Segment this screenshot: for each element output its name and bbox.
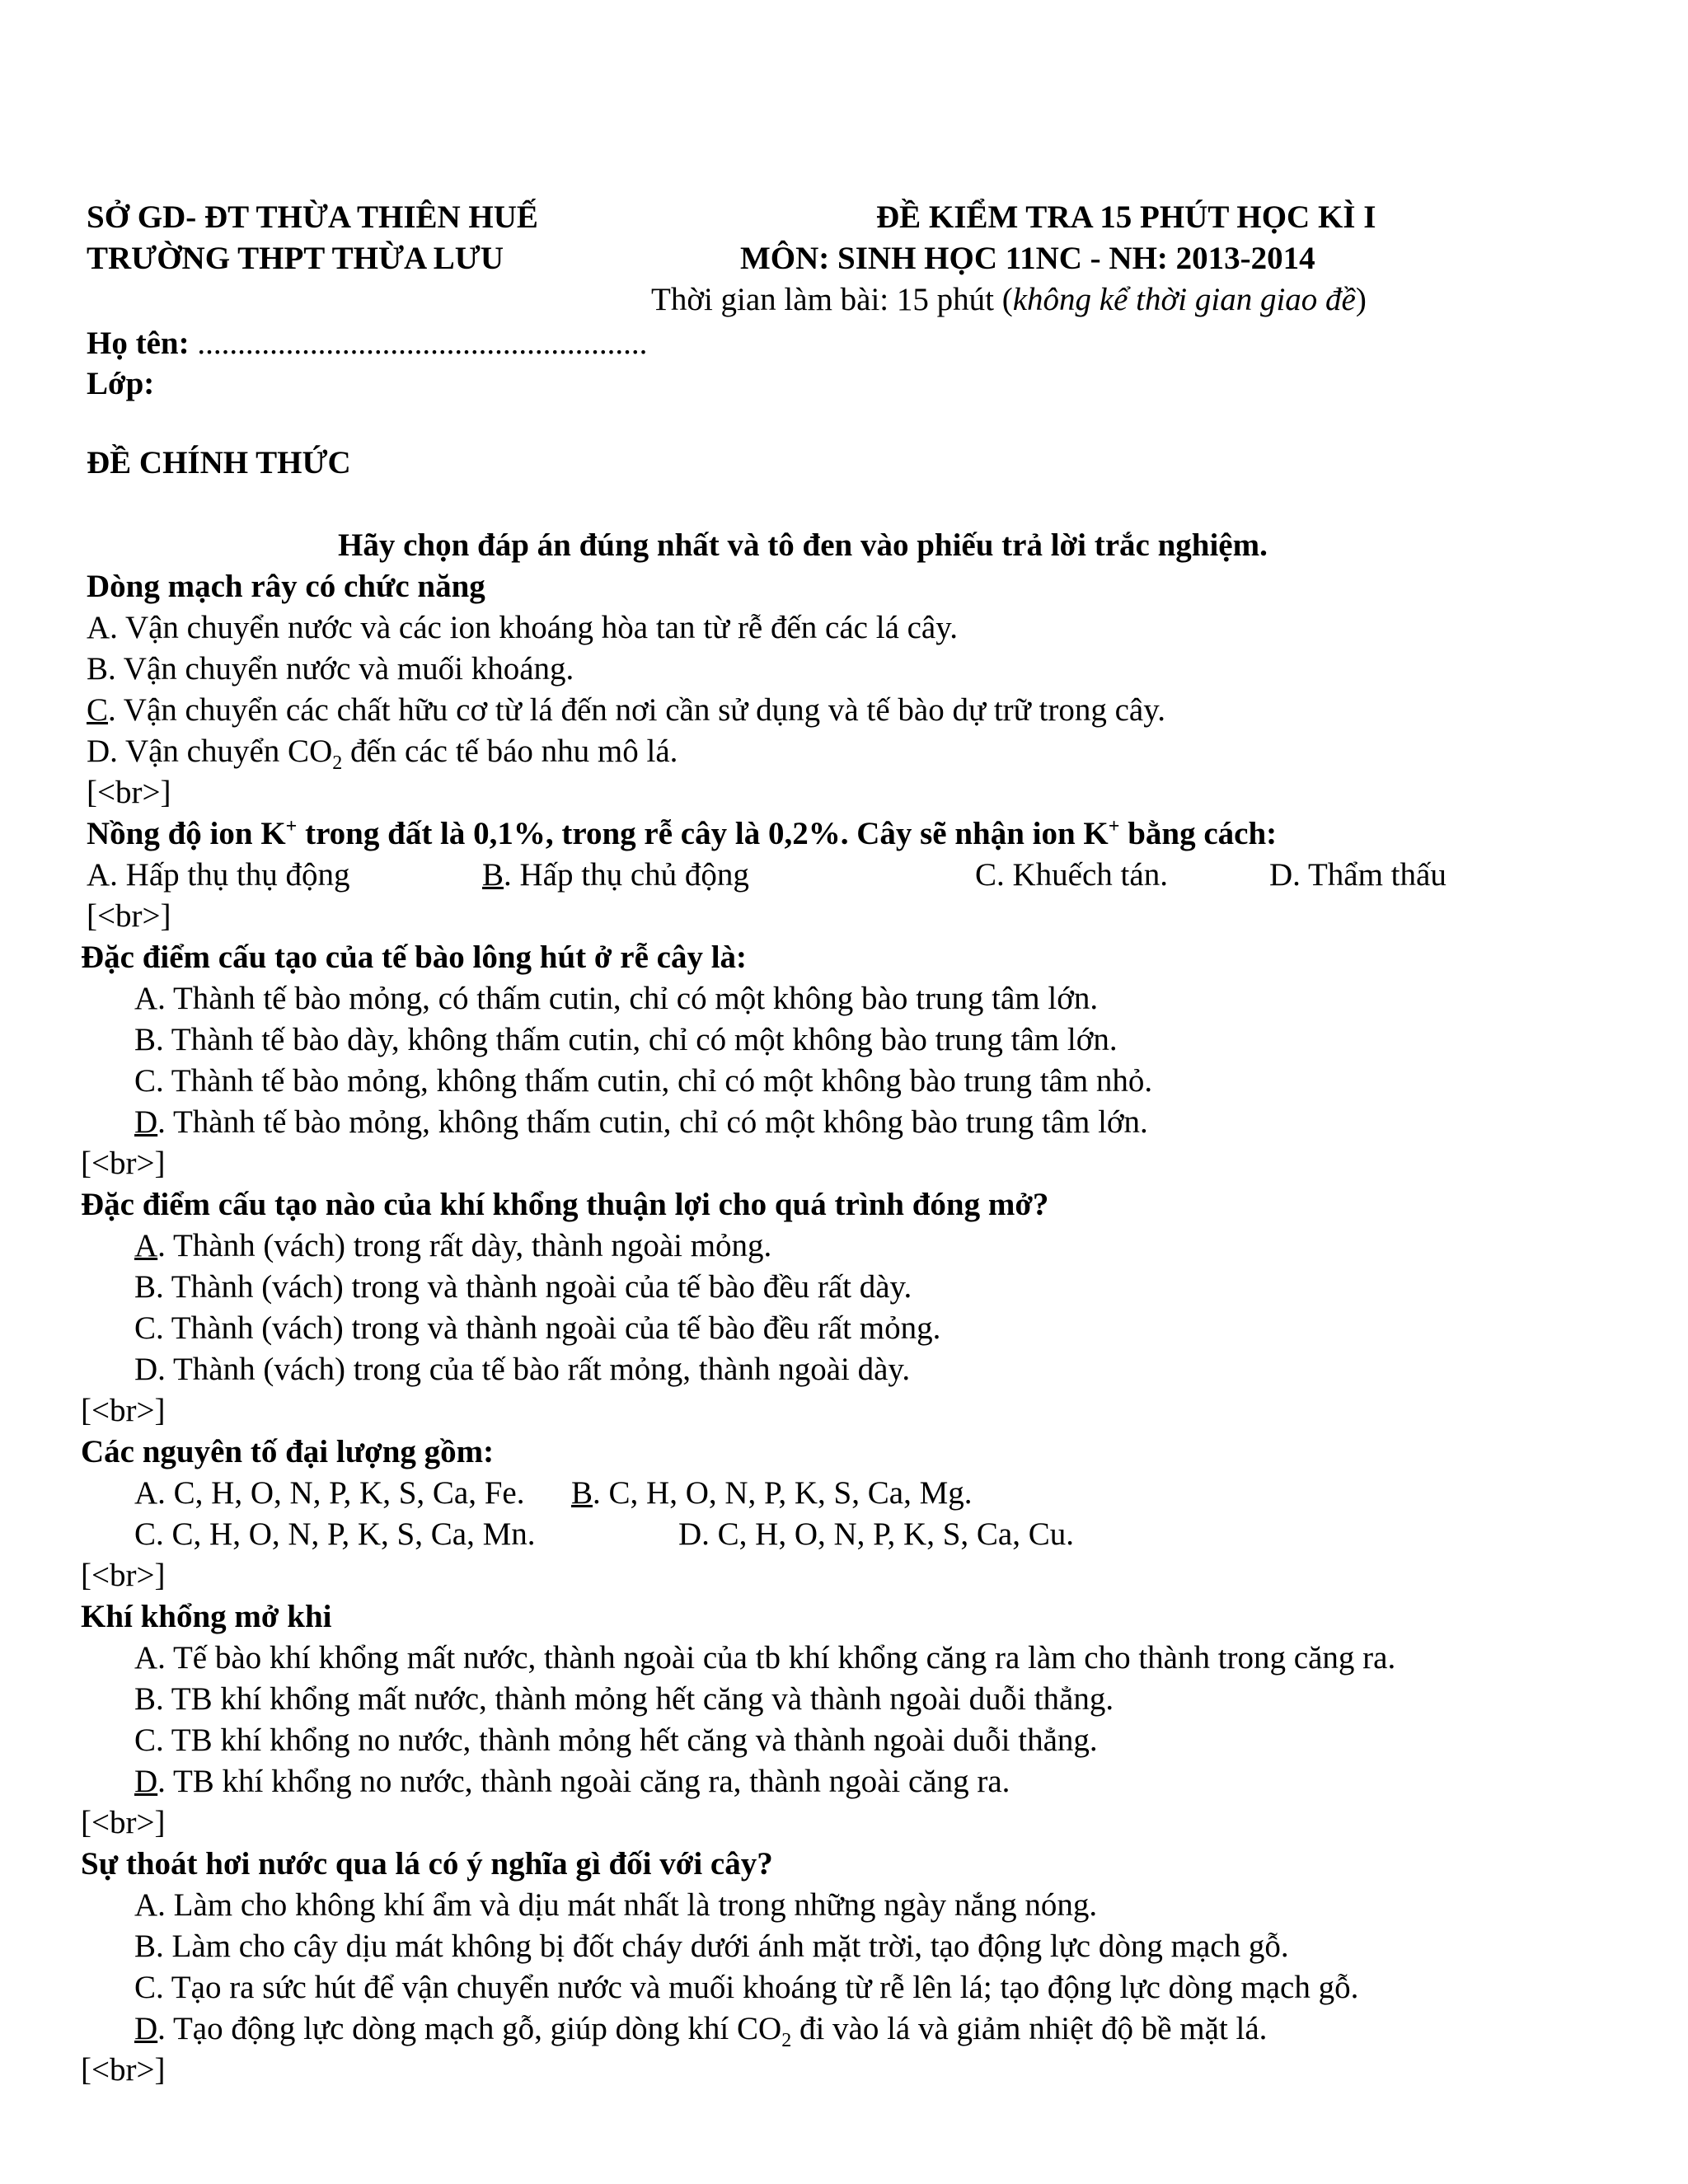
q1-d-post: đến các tế báo nhu mô lá. (342, 733, 678, 769)
q2-option-a: A. Hấp thụ thụ động (87, 857, 350, 893)
q1-c-text: . Vận chuyển các chất hữu cơ từ lá đến nơi cần sử dụng và tế bào dự trữ trong cây. (108, 692, 1165, 728)
time-note (651, 280, 1367, 320)
q6-option-b: B. TB khí khổng mất nước, thành mỏng hết căng và thành ngoài duỗi thẳng. (134, 1681, 1114, 1717)
separator: [<br>] (87, 898, 171, 934)
separator: [<br>] (81, 1146, 166, 1181)
exam-title: ĐỀ KIỂM TRA 15 PHÚT HỌC KÌ I (876, 199, 1376, 235)
name-dots: ........................................................ (197, 326, 648, 361)
q1-d-pre: D. Vận chuyển CO (87, 733, 333, 769)
q1-option-b: B. Vận chuyển nước và muối khoáng. (87, 651, 574, 687)
q2-stem-2: trong đất là 0,1%, trong rễ cây là 0,2%. Cây sẽ nhận ion K (297, 816, 1109, 851)
question-3-stem: Đặc điểm cấu tạo của tế bào lông hút ở rễ cây là: (81, 940, 748, 975)
q2-b-text: . Hấp thụ chủ động (504, 857, 749, 893)
official-label: ĐỀ CHÍNH THỨC (87, 445, 351, 480)
q7-d-letter: D (134, 2011, 158, 2046)
separator: [<br>] (81, 2052, 166, 2088)
q3-d-text: . Thành tế bào mỏng, không thấm cutin, chỉ có một không bào trung tâm lớn. (157, 1104, 1148, 1140)
instruction: Hãy chọn đáp án đúng nhất và tô đen vào phiếu trả lời trắc nghiệm. (338, 527, 1268, 563)
exam-subject: MÔN: SINH HỌC 11NC - NH: 2013-2014 (740, 241, 1315, 276)
q1-d-sub: 2 (332, 752, 343, 774)
q3-option-c: C. Thành tế bào mỏng, không thấm cutin, chỉ có một không bào trung tâm nhỏ. (134, 1063, 1153, 1099)
q4-a-letter: A (134, 1228, 158, 1263)
q5-option-b (571, 1474, 973, 1513)
department-name: SỞ GD- ĐT THỪA THIÊN HUẾ (87, 199, 538, 235)
time-prefix: Thời gian làm bài: 15 phút ( (651, 282, 1013, 317)
separator: [<br>] (81, 1805, 166, 1840)
separator: [<br>] (87, 775, 171, 810)
q2-option-c: C. Khuếch tán. (975, 857, 1168, 893)
q1-c-letter: C (87, 692, 109, 728)
q2-b-letter: B (482, 857, 504, 893)
q5-b-text: . C, H, O, N, P, K, S, Ca, Mg. (593, 1475, 973, 1511)
separator: [<br>] (81, 1393, 166, 1428)
q6-d-letter: D (134, 1764, 158, 1799)
question-5-stem: Các nguyên tố đại lượng gồm: (81, 1434, 495, 1469)
school-name: TRƯỜNG THPT THỪA LƯU (87, 241, 504, 276)
q7-d-sub: 2 (781, 2029, 792, 2051)
q1-option-a: A. Vận chuyển nước và các ion khoáng hòa tan từ rễ đến các lá cây. (87, 610, 958, 645)
q2-option-d: D. Thẩm thấu (1269, 857, 1447, 893)
name-label: Họ tên: (87, 326, 198, 361)
question-6-stem: Khí khổng mở khi (81, 1599, 332, 1634)
q5-b-letter: B (571, 1475, 593, 1511)
q2-option-b (482, 855, 749, 895)
q3-d-letter: D (134, 1104, 158, 1140)
time-suffix: ) (1355, 282, 1367, 317)
q2-sup-2: + (1108, 816, 1120, 837)
q4-option-b: B. Thành (vách) trong và thành ngoài của tế bào đều rất dày. (134, 1269, 912, 1305)
q6-option-d (134, 1762, 1010, 1802)
q6-option-c: C. TB khí khổng no nước, thành mỏng hết căng và thành ngoài duỗi thẳng. (134, 1722, 1098, 1758)
question-7-stem: Sự thoát hơi nước qua lá có ý nghĩa gì đối với cây? (81, 1846, 773, 1882)
class-label: Lớp: (87, 366, 155, 401)
q3-option-d (134, 1103, 1148, 1142)
q7-option-a: A. Làm cho không khí ẩm và dịu mát nhất là trong những ngày nắng nóng. (134, 1887, 1098, 1923)
q7-d-text-2: đi vào lá và giảm nhiệt độ bề mặt lá. (791, 2011, 1268, 2046)
q5-option-d: D. C, H, O, N, P, K, S, Ca, Cu. (678, 1516, 1074, 1552)
q5-option-c: C. C, H, O, N, P, K, S, Ca, Mn. (134, 1516, 536, 1552)
question-2-stem (87, 814, 1277, 854)
student-name-line (87, 324, 647, 363)
q1-option-d (87, 732, 678, 774)
question-4-stem: Đặc điểm cấu tạo nào của khí khổng thuận lợi cho quá trình đóng mở? (81, 1187, 1049, 1222)
q1-option-c (87, 691, 1165, 730)
q4-option-a (134, 1226, 771, 1266)
q2-sup-1: + (285, 816, 298, 837)
time-italic: không kể thời gian giao đề (1012, 282, 1356, 317)
q7-option-c: C. Tạo ra sức hút để vận chuyển nước và muối khoáng từ rễ lên lá; tạo động lực dòng mạch gỗ. (134, 1970, 1359, 2005)
q3-option-b: B. Thành tế bào dày, không thấm cutin, chỉ có một không bào trung tâm lớn. (134, 1022, 1118, 1057)
separator: [<br>] (81, 1558, 166, 1593)
q6-option-a: A. Tế bào khí khổng mất nước, thành ngoài của tb khí khổng căng ra làm cho thành trong căng ra. (134, 1640, 1396, 1675)
q3-option-a: A. Thành tế bào mỏng, có thấm cutin, chỉ có một không bào trung tâm lớn. (134, 981, 1099, 1016)
q7-d-text-1: . Tạo động lực dòng mạch gỗ, giúp dòng khí CO (157, 2011, 782, 2046)
q2-stem-3: bằng cách: (1119, 816, 1278, 851)
q4-option-d: D. Thành (vách) trong của tế bào rất mỏng, thành ngoài dày. (134, 1352, 911, 1387)
question-1-stem: Dòng mạch rây có chức năng (87, 569, 485, 604)
q5-option-a: A. C, H, O, N, P, K, S, Ca, Fe. (134, 1475, 525, 1511)
q4-option-c: C. Thành (vách) trong và thành ngoài của tế bào đều rất mỏng. (134, 1310, 941, 1346)
q2-stem-1: Nồng độ ion K (87, 816, 286, 851)
q7-option-b: B. Làm cho cây dịu mát không bị đốt cháy dưới ánh mặt trời, tạo động lực dòng mạch gỗ. (134, 1929, 1289, 1964)
q4-a-text: . Thành (vách) trong rất dày, thành ngoài mỏng. (157, 1228, 772, 1263)
q7-option-d (134, 2009, 1267, 2049)
q6-d-text: . TB khí khổng no nước, thành ngoài căng ra, thành ngoài căng ra. (157, 1764, 1010, 1799)
